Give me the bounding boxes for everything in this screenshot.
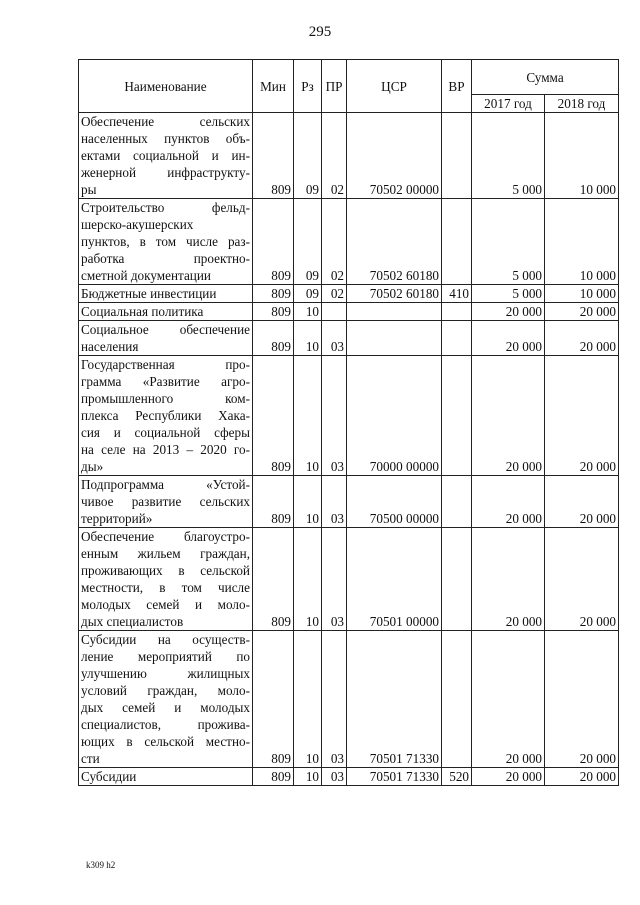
row-name-line: проживающих в сельской [81, 563, 250, 578]
row-name-line: дых специалистов [81, 614, 184, 629]
cell-csr: 70501 71330 [347, 768, 442, 786]
row-name-line: на селе на 2013 – 2020 го- [81, 442, 250, 457]
cell-y2017: 20 000 [472, 631, 545, 768]
cell-csr: 70501 71330 [347, 631, 442, 768]
cell-pr: 03 [322, 321, 347, 356]
cell-min: 809 [253, 113, 294, 199]
cell-rz: 10 [294, 631, 322, 768]
header-2018: 2018 год [545, 95, 619, 113]
cell-rz: 10 [294, 321, 322, 356]
cell-y2017: 5 000 [472, 285, 545, 303]
header-rz: Рз [294, 60, 322, 113]
cell-min: 809 [253, 768, 294, 786]
table-row [79, 631, 619, 768]
row-name-line: Обеспечение благоустро- [81, 529, 250, 544]
row-name-line: населенных пунктов объ- [81, 131, 250, 146]
cell-rz: 09 [294, 113, 322, 199]
row-name-line: ды» [81, 459, 104, 474]
row-name-line: населения [81, 339, 139, 354]
cell-min: 809 [253, 476, 294, 528]
cell-min: 809 [253, 199, 294, 285]
row-name-line: грамма «Развитие агро- [81, 374, 250, 389]
cell-pr: 03 [322, 356, 347, 476]
cell-csr: 70502 60180 [347, 199, 442, 285]
cell-vr [442, 356, 472, 476]
footer-code: k309 h2 [86, 860, 116, 870]
cell-pr: 03 [322, 528, 347, 631]
row-name-line: улучшению жилищных [81, 666, 250, 681]
cell-y2017: 20 000 [472, 356, 545, 476]
row-name-line: ющих в сельской местно- [81, 734, 250, 749]
cell-y2018: 10 000 [545, 113, 619, 199]
row-name-line: сметной документации [81, 268, 211, 283]
row-name [79, 356, 253, 476]
header-csr: ЦСР [347, 60, 442, 113]
cell-y2018: 20 000 [545, 768, 619, 786]
table-row [79, 113, 619, 199]
table-row [79, 199, 619, 285]
cell-vr [442, 199, 472, 285]
header-name: Наименование [79, 60, 253, 113]
cell-rz: 09 [294, 199, 322, 285]
row-name-line: женерной инфраструкту- [81, 165, 250, 180]
cell-vr [442, 303, 472, 321]
cell-vr [442, 321, 472, 356]
table-row [79, 476, 619, 528]
cell-csr [347, 303, 442, 321]
cell-y2017: 20 000 [472, 528, 545, 631]
row-name [79, 768, 253, 786]
row-name-line: ление мероприятий по [81, 649, 250, 664]
cell-min: 809 [253, 321, 294, 356]
row-name-line: условий граждан, моло- [81, 683, 250, 698]
header-pr: ПР [322, 60, 347, 113]
row-name [79, 631, 253, 768]
cell-pr: 02 [322, 285, 347, 303]
table-body [79, 113, 619, 786]
row-name-line: молодых семей и моло- [81, 597, 250, 612]
cell-rz: 10 [294, 303, 322, 321]
row-name-line: пунктов, в том числе раз- [81, 234, 250, 249]
cell-y2017: 20 000 [472, 321, 545, 356]
row-name [79, 528, 253, 631]
cell-y2017: 20 000 [472, 768, 545, 786]
cell-y2017: 20 000 [472, 476, 545, 528]
row-name-line: специалистов, прожива- [81, 717, 250, 732]
cell-vr [442, 631, 472, 768]
table-row [79, 528, 619, 631]
row-name-line: Социальная политика [81, 304, 204, 319]
row-name-line: работка проектно- [81, 251, 250, 266]
cell-y2018: 20 000 [545, 631, 619, 768]
row-name [79, 476, 253, 528]
cell-y2017: 5 000 [472, 199, 545, 285]
row-name-line: шерско-акушерских [81, 217, 194, 232]
cell-y2017: 20 000 [472, 303, 545, 321]
row-name-line: ры [81, 182, 97, 197]
table-row [79, 285, 619, 303]
table-row [79, 303, 619, 321]
row-name-line: енным жильем граждан, [81, 546, 250, 561]
page-number: 295 [308, 24, 332, 40]
cell-y2018: 20 000 [545, 303, 619, 321]
row-name-line: дых семей и молодых [81, 700, 250, 715]
budget-table [78, 59, 619, 786]
cell-csr: 70500 00000 [347, 476, 442, 528]
row-name-line: плекса Республики Хака- [81, 408, 250, 423]
cell-min: 809 [253, 356, 294, 476]
cell-pr: 03 [322, 476, 347, 528]
cell-rz: 09 [294, 285, 322, 303]
row-name-line: Строительство фельд- [81, 200, 250, 215]
header-sum: Сумма [472, 60, 619, 95]
cell-vr: 520 [442, 768, 472, 786]
row-name-line: Социальное обеспечение [81, 322, 250, 337]
cell-vr [442, 113, 472, 199]
cell-rz: 10 [294, 768, 322, 786]
cell-vr [442, 528, 472, 631]
cell-y2018: 10 000 [545, 199, 619, 285]
cell-y2018: 20 000 [545, 528, 619, 631]
header-min: Мин [253, 60, 294, 113]
cell-pr: 03 [322, 768, 347, 786]
table-row [79, 768, 619, 786]
cell-y2018: 20 000 [545, 356, 619, 476]
row-name [79, 303, 253, 321]
header-vr: ВР [442, 60, 472, 113]
cell-pr: 02 [322, 113, 347, 199]
row-name [79, 113, 253, 199]
cell-vr: 410 [442, 285, 472, 303]
cell-pr [322, 303, 347, 321]
row-name-line: Бюджетные инвестиции [81, 286, 217, 301]
row-name-line: Субсидии на осуществ- [81, 632, 250, 647]
cell-y2018: 20 000 [545, 321, 619, 356]
cell-y2018: 20 000 [545, 476, 619, 528]
row-name-line: местности, в том числе [81, 580, 250, 595]
cell-y2017: 5 000 [472, 113, 545, 199]
row-name [79, 285, 253, 303]
table-row [79, 321, 619, 356]
cell-pr: 03 [322, 631, 347, 768]
cell-min: 809 [253, 303, 294, 321]
row-name-line: Государственная про- [81, 357, 250, 372]
table-row [79, 356, 619, 476]
cell-rz: 10 [294, 476, 322, 528]
cell-rz: 10 [294, 356, 322, 476]
row-name-line: ектами социальной и ин- [81, 148, 250, 163]
header-2017: 2017 год [472, 95, 545, 113]
row-name-line: сти [81, 751, 100, 766]
row-name-line: Обеспечение сельских [81, 114, 250, 129]
row-name [79, 321, 253, 356]
cell-csr: 70501 00000 [347, 528, 442, 631]
row-name-line: территорий» [81, 511, 153, 526]
cell-vr [442, 476, 472, 528]
row-name-line: сия и социальной сферы [81, 425, 250, 440]
row-name-line: промышленного ком- [81, 391, 250, 406]
row-name [79, 199, 253, 285]
cell-min: 809 [253, 528, 294, 631]
row-name-line: Подпрограмма «Устой- [81, 477, 250, 492]
cell-rz: 10 [294, 528, 322, 631]
row-name-line: Субсидии [81, 769, 137, 784]
cell-csr: 70000 00000 [347, 356, 442, 476]
cell-min: 809 [253, 631, 294, 768]
cell-pr: 02 [322, 199, 347, 285]
cell-y2018: 10 000 [545, 285, 619, 303]
row-name-line: чивое развитие сельских [81, 494, 250, 509]
cell-min: 809 [253, 285, 294, 303]
cell-csr: 70502 60180 [347, 285, 442, 303]
cell-csr: 70502 00000 [347, 113, 442, 199]
cell-csr [347, 321, 442, 356]
